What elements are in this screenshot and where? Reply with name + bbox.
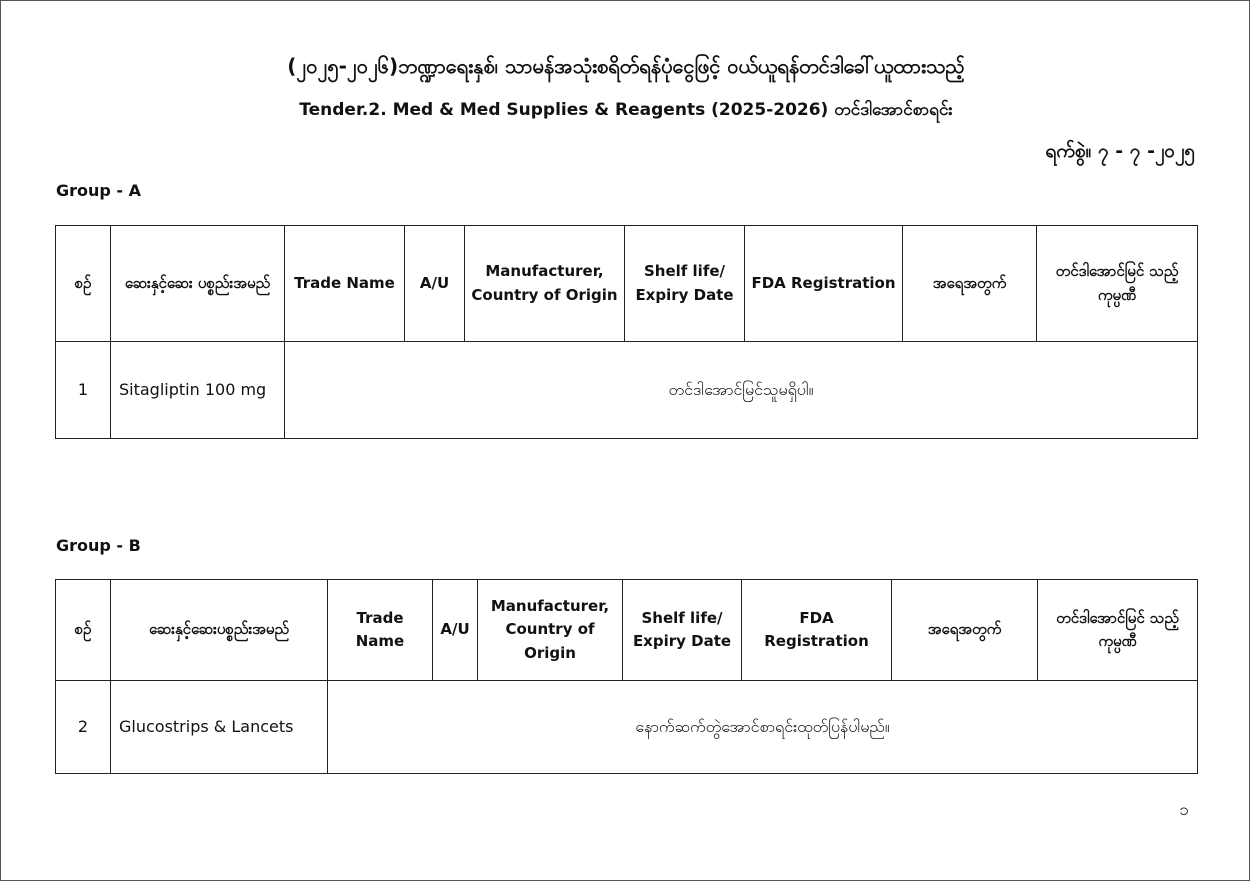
header-item-name: ဆေးနှင့်ဆေး ပစ္စည်းအမည် [111, 226, 285, 342]
header-trade-name: Trade Name [328, 580, 433, 681]
table-row [56, 342, 1198, 439]
header-winner: တင်ဒါအောင်မြင် သည့်ကုမ္ပဏီ [1037, 226, 1198, 342]
row-no: 1 [56, 342, 111, 439]
table-row [56, 681, 1198, 774]
group-b-label: Group - B [56, 536, 141, 555]
header-no: စဉ် [56, 580, 111, 681]
header-item-name: ဆေးနှင့်ဆေးပစ္စည်းအမည် [111, 580, 328, 681]
group-a-label: Group - A [56, 181, 142, 200]
header-shelf-life: Shelf life/ Expiry Date [623, 580, 742, 681]
row-status: တင်ဒါအောင်မြင်သူမရှိပါ။ [285, 342, 1198, 439]
row-item-name: Glucostrips & Lancets [111, 681, 328, 774]
header-trade-name: Trade Name [285, 226, 405, 342]
group-a-header-row [56, 226, 1198, 342]
row-no: 2 [56, 681, 111, 774]
header-shelf-life: Shelf life/ Expiry Date [625, 226, 745, 342]
header-fda: FDA Registration [745, 226, 903, 342]
document-date: ရက်စွဲ။ ၇ - ၇ -၂၀၂၅ [1045, 140, 1195, 162]
header-winner: တင်ဒါအောင်မြင် သည့်ကုမ္ပဏီ [1038, 580, 1198, 681]
row-item-name: Sitagliptin 100 mg [111, 342, 285, 439]
header-fda: FDA Registration [742, 580, 892, 681]
group-b-table [55, 579, 1198, 774]
row-status: နောက်ဆက်တွဲအောင်စာရင်းထုတ်ပြန်ပါမည်။ [328, 681, 1198, 774]
header-quantity: အရေအတွက် [892, 580, 1038, 681]
page-number: ၁ [1179, 800, 1189, 820]
header-au: A/U [433, 580, 478, 681]
header-no: စဉ် [56, 226, 111, 342]
group-a-table [55, 225, 1198, 439]
header-quantity: အရေအတွက် [903, 226, 1037, 342]
header-manufacturer: Manufacturer, Country of Origin [478, 580, 623, 681]
header-manufacturer: Manufacturer, Country of Origin [465, 226, 625, 342]
header-au: A/U [405, 226, 465, 342]
group-b-header-row [56, 580, 1198, 681]
document-title-myanmar: (၂၀၂၅-၂၀၂၆)ဘဏ္ဍာရေးနှစ်၊ သာမန်အသုံးစရိတ်ရန်ပုံငွေဖြင့် ဝယ်ယူရန်တင်ဒါခေါ်ယူထားသည့် [287, 54, 965, 78]
document-title-tender: Tender.2. Med & Med Supplies & Reagents (2025-2026) တင်ဒါအောင်စာရင်း [299, 100, 953, 120]
